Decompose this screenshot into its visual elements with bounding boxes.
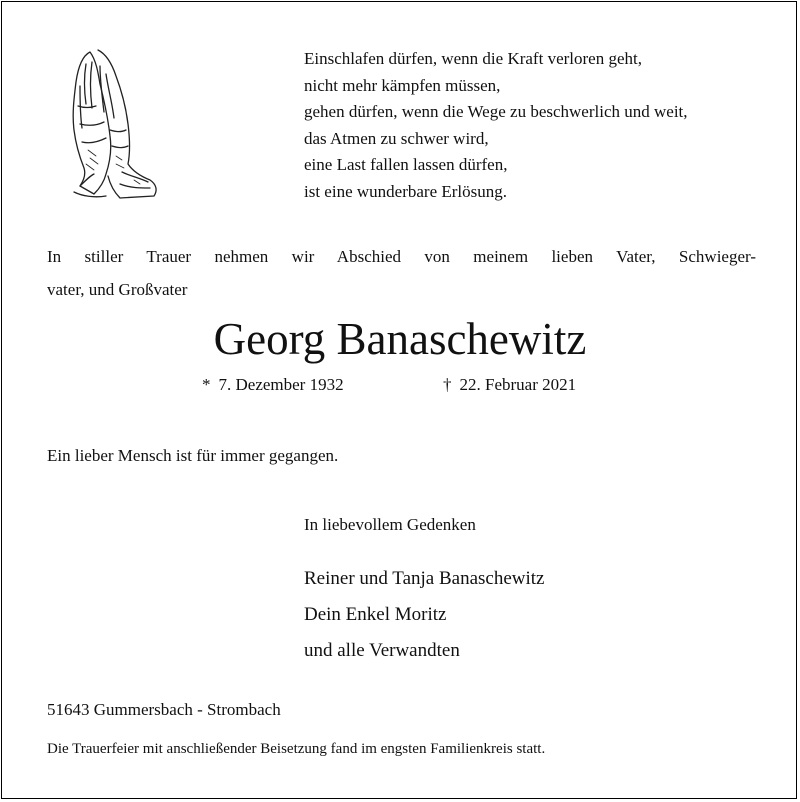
location: 51643 Gummersbach - Strombach <box>47 700 281 719</box>
poem-line: nicht mehr kämpfen müssen, <box>304 75 501 95</box>
intro-text <box>47 240 756 306</box>
deceased-name: Georg Banaschewitz <box>213 314 587 364</box>
funeral-note: Die Trauerfeier mit anschließender Beisetzung fand im engsten Familienkreis statt. <box>47 741 546 757</box>
birth-date-text: 7. Dezember 1932 <box>218 375 344 394</box>
poem-line: ist eine wunderbare Erlösung. <box>304 181 507 201</box>
birth-symbol: * <box>202 375 211 394</box>
poem <box>304 46 688 206</box>
intro-line-2: vater, und Großvater <box>47 280 188 299</box>
praying-hands-icon <box>60 46 170 202</box>
mourner-line: Dein Enkel Moritz <box>304 604 447 625</box>
mourner-line: Reiner und Tanja Banaschewitz <box>304 568 545 589</box>
poem-line: das Atmen zu schwer wird, <box>304 128 489 148</box>
poem-line: Einschlafen dürfen, wenn die Kraft verloren geht, <box>304 49 642 68</box>
mourner-line: und alle Verwandten <box>304 640 460 661</box>
birth-date <box>202 373 344 397</box>
poem-line: gehen dürfen, wenn die Wege zu beschwerlich und weit, <box>304 102 688 122</box>
poem-line: eine Last fallen lassen dürfen, <box>304 155 508 175</box>
mourners <box>304 561 545 669</box>
obituary-notice <box>1 1 797 799</box>
death-date <box>443 373 576 397</box>
memory-line: In liebevollem Gedenken <box>304 515 476 534</box>
death-date-text: 22. Februar 2021 <box>459 375 577 394</box>
intro-line-1: In stiller Trauer nehmen wir Abschied von meinem lieben Vater, Schwieger- <box>47 247 756 266</box>
saying: Ein lieber Mensch ist für immer gegangen. <box>47 446 339 465</box>
death-symbol: † <box>443 375 452 394</box>
